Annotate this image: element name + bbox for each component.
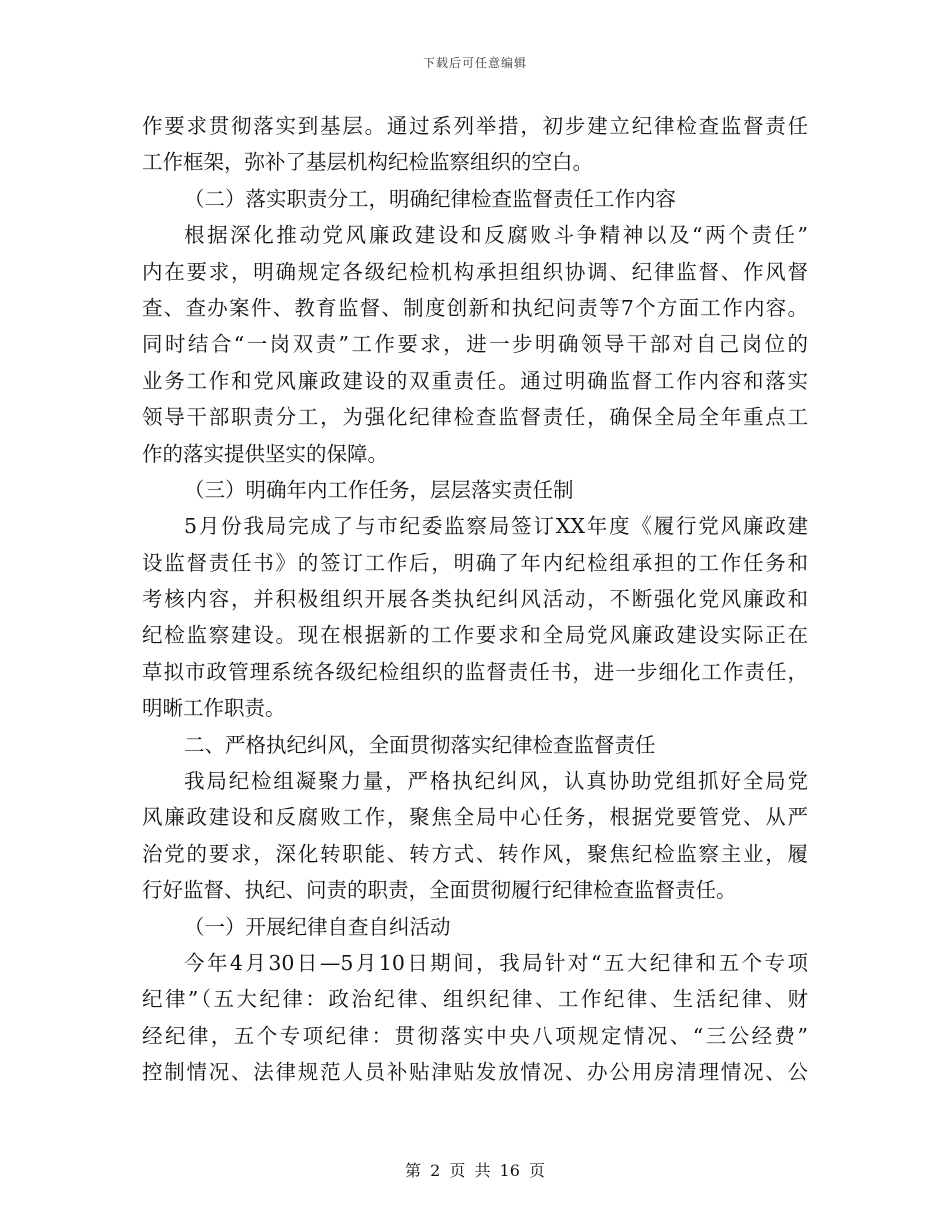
text-line: 二、严格执纪纠风，全面贯彻落实纪律检查监督责任	[184, 732, 656, 757]
page-header: 下载后可任意编辑	[422, 56, 527, 70]
text-line: 考核内容，并积极组织开展各类执纪纠风活动，不断强化党风廉政和	[142, 587, 808, 612]
page-number-footer: 第 2 页 共 16 页	[405, 1161, 545, 1180]
text-line: 领导干部职责分工，为强化纪律检查监督责任，确保全局全年重点工	[142, 405, 808, 430]
text-line: 同时结合“一岗双责”工作要求，进一步明确领导干部对自己岗位的	[142, 332, 808, 357]
text-line: 设监督责任书》的签订工作后，明确了年内纪检组承担的工作任务和	[142, 550, 808, 575]
text-line: 内在要求，明确规定各级纪检机构承担组织协调、纪律监督、作风督	[142, 259, 808, 284]
text-line: （三）明确年内工作任务，层层落实责任制	[184, 477, 574, 502]
text-line: 纪律”（五大纪律：政治纪律、组织纪律、工作纪律、生活纪律、财	[142, 987, 808, 1012]
text-line: 工作框架，弥补了基层机构纪检监察组织的空白。	[142, 150, 593, 175]
text-line: 业务工作和党风廉政建设的双重责任。通过明确监督工作内容和落实	[142, 368, 808, 393]
text-line: 控制情况、法律规范人员补贴津贴发放情况、办公用房清理情况、公	[142, 1060, 808, 1085]
text-line: 今年4月30日—5月10日期间，我局针对“五大纪律和五个专项	[184, 950, 808, 975]
text-line: 行好监督、执纪、问责的职责，全面贯彻履行纪律检查监督责任。	[142, 878, 737, 903]
text-line: 明晰工作职责。	[142, 696, 286, 721]
text-line: （一）开展纪律自查自纠活动	[184, 914, 451, 939]
text-line: 纪检监察建设。现在根据新的工作要求和全局党风廉政建设实际正在	[142, 623, 808, 648]
text-line: 风廉政建设和反腐败工作，聚焦全局中心任务，根据党要管党、从严	[142, 805, 808, 830]
text-line: 查、查办案件、教育监督、制度创新和执纪问责等7个方面工作内容。	[142, 295, 808, 320]
document-body	[142, 108, 808, 1091]
text-line: 治党的要求，深化转职能、转方式、转作风，聚焦纪检监察主业，履	[142, 841, 808, 866]
text-line: 我局纪检组凝聚力量，严格执纪纠风，认真协助党组抓好全局党	[184, 769, 808, 794]
text-line: （二）落实职责分工，明确纪律检查监督责任工作内容	[184, 186, 676, 211]
text-line: 根据深化推动党风廉政建设和反腐败斗争精神以及“两个责任”	[184, 223, 808, 248]
text-line: 5月份我局完成了与市纪委监察局签订XX年度《履行党风廉政建	[184, 514, 808, 539]
text-line: 草拟市政管理系统各级纪检组织的监督责任书，进一步细化工作责任，	[142, 659, 808, 684]
text-line: 作的落实提供坚实的保障。	[142, 441, 388, 466]
text-line: 作要求贯彻落实到基层。通过系列举措，初步建立纪律检查监督责任	[142, 114, 808, 138]
text-line: 经纪律，五个专项纪律：贯彻落实中央八项规定情况、“三公经费”	[142, 1023, 808, 1048]
